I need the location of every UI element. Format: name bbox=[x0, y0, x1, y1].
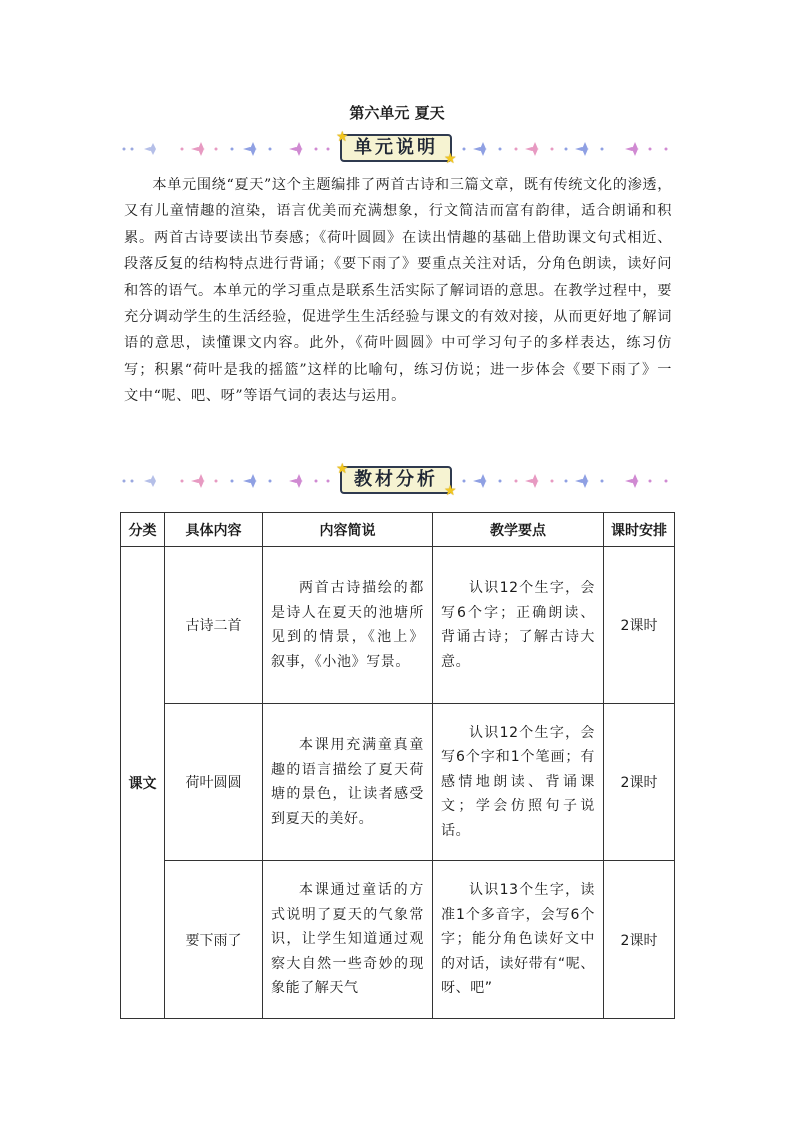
header-content: 具体内容 bbox=[165, 513, 263, 547]
unit-description-banner bbox=[120, 129, 674, 167]
lesson-summary: 本课通过童话的方式说明了夏天的气象常识，让学生知道通过观察大自然一些奇妙的现象能了解天气 bbox=[263, 861, 433, 1019]
lesson-summary: 本课用充满童真童趣的语言描绘了夏天荷塘的景色，让读者感受到夏天的美好。 bbox=[263, 704, 433, 861]
table-row bbox=[121, 704, 675, 861]
lesson-key-points: 认识13个生字，读准1个多音字，会写6个字；能分角色读好文中的对话，读好带有“呢、呀、吧” bbox=[433, 861, 604, 1019]
material-analysis-banner bbox=[120, 461, 674, 499]
table-row bbox=[121, 547, 675, 704]
page-title: 第六单元 夏天 bbox=[349, 104, 445, 122]
lesson-title: 要下雨了 bbox=[165, 861, 263, 1019]
table-header-row bbox=[121, 513, 675, 547]
material-analysis-table bbox=[120, 512, 675, 1019]
unit-intro-paragraph: 本单元围绕“夏天”这个主题编排了两首古诗和三篇文章，既有传统文化的渗透，又有儿童情趣的渲染，语言优美而充满想象，行文简洁而富有韵律，适合朗诵和积累。两首古诗要读出节奏感；《荷叶圆圆》在读出情趣的基础上借助课文句式相近、段落反复的结构特点进行背诵；《要下雨了》要重点关注对话，分角色朗读，读好问和答的语气。本单元的学习重点是联系生活实际了解词语的意思。在教学过程中，要充分调动学生的生活经验，促进学生生活经验与课文的有效对接，从而更好地了解词语的意思，读懂课文内容。此外，《荷叶圆圆》中可学习句子的多样表达，练习仿写；积累“荷叶是我的摇篮”这样的比喻句，练习仿说；进一步体会《要下雨了》一文中“呢、吧、呀”等语气词的表达与运用。 bbox=[124, 177, 672, 405]
star-icon: ★ bbox=[444, 151, 457, 167]
header-key-points: 教学要点 bbox=[433, 513, 604, 547]
lesson-key-points: 认识12个生字，会写6个字和1个笔画；有感情地朗读、背诵课文；学会仿照句子说话。 bbox=[433, 704, 604, 861]
star-icon: ★ bbox=[336, 129, 349, 145]
header-schedule: 课时安排 bbox=[604, 513, 675, 547]
lesson-hours: 2课时 bbox=[604, 704, 675, 861]
star-icon: ★ bbox=[444, 483, 457, 499]
header-category: 分类 bbox=[121, 513, 165, 547]
header-summary: 内容简说 bbox=[263, 513, 433, 547]
lesson-title: 古诗二首 bbox=[165, 547, 263, 704]
lesson-summary: 两首古诗描绘的都是诗人在夏天的池塘所见到的情景，《池上》叙事，《小池》写景。 bbox=[263, 547, 433, 704]
lesson-hours: 2课时 bbox=[604, 547, 675, 704]
lesson-title: 荷叶圆圆 bbox=[165, 704, 263, 861]
lesson-key-points: 认识12个生字，会写6个字；正确朗读、背诵古诗；了解古诗大意。 bbox=[433, 547, 604, 704]
table-row bbox=[121, 861, 675, 1019]
category-cell: 课文 bbox=[121, 547, 165, 1019]
material-analysis-tag: 教材分析 bbox=[340, 466, 452, 494]
star-icon: ★ bbox=[336, 461, 349, 477]
unit-description-tag: 单元说明 bbox=[340, 134, 452, 162]
lesson-hours: 2课时 bbox=[604, 861, 675, 1019]
